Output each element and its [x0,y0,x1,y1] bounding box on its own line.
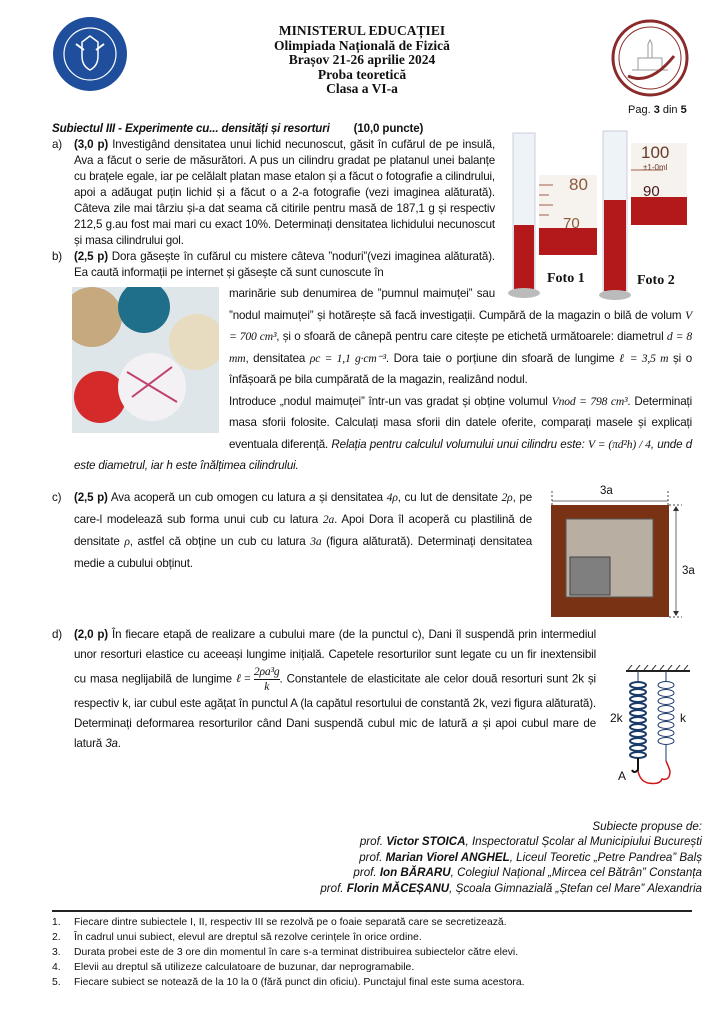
footnote-item [52,960,692,975]
part-b-italic2: , unde d este diametrul, iar h este înălțimea cilindrului. [74,437,693,472]
formula-diameter: d = 8 mm [229,330,692,365]
part-d-t2: . Constantele de elasticitate ale celor două resorturi sunt 2k și respectiv k, iar cubul este agățat în punctul A (la capătul resortului de constantă 2k, vezi figura alăturată). Determinați deformarea resorturilor când Dani suspendă cubul mic de latură [74,672,596,730]
document-header [200,24,524,97]
part-b-text1: Dora găsește în cufărul cu mistere câteva ”noduri”(vezi imaginea alăturată). Ea caută informații pe internet și găsește că sunt cunoscute în [74,250,495,279]
footnote-number: 1. [52,917,61,928]
author-institution: , Școala Gimnazială „Ștefan cel Mare” Alexandria [449,881,702,895]
cube-top-dimension: 3a [600,484,613,497]
part-b-text7: Introduce „nodul maimuței” într-un vas gradat și obține volumul [229,394,552,408]
formula-denominator: k [264,679,270,693]
part-b-italic1: Relația pentru calculul volumului unui cilindru este: [331,437,588,451]
footnote-number: 2. [52,932,61,943]
author-prefix: prof. [359,835,387,848]
part-c-points: (2,5 p) [74,490,108,504]
author-name: Florin MĂCEȘANU [346,881,450,895]
author-name: Marian Viorel ANGHEL [385,850,510,864]
inset2-top-mark: 100 [641,143,670,162]
part-a [52,137,692,249]
part-d [52,625,692,754]
part-d-t4: . [117,736,121,750]
var-a: a [309,490,316,504]
grade-level: Clasa a VI-a [326,81,398,96]
authors-block [52,819,702,897]
part-a-label: a) [52,138,63,151]
page-number: 3 [653,104,660,116]
page-indicator [628,104,687,116]
authors-heading: Subiecte propuse de: [592,819,702,833]
part-c [52,484,692,575]
page-total: 5 [680,104,687,116]
formula-2rho: 2ρ [501,490,513,504]
footnote-number: 3. [52,947,61,958]
subject-heading [52,121,495,137]
part-c-t6: , astfel că obține un cub cu latura [129,534,311,548]
author-name: Ion BĂRARU [379,866,451,879]
cube-side-dimension: 3a [682,564,695,577]
formula-knot-volume: Vnod = 798 cm³ [551,394,628,408]
photo1-label: Foto 1 [547,271,585,286]
ministry-title: MINISTERUL EDUCAȚIEI [278,23,446,38]
author-institution: , Liceul Teoretic „Petre Pandrea” Balș [509,850,702,864]
inset1-bottom-mark: 70 [563,215,580,232]
spring-2k-label: 2k [610,710,623,725]
monkey-fist-knots-photo [72,287,219,433]
formula-4rho: 4ρ [386,490,398,504]
government-logo [52,16,128,92]
olympiad-title: Olimpiada Națională de Fizică [274,37,450,53]
footnote-item [52,915,692,930]
part-d-label: d) [52,627,63,641]
part-b-text4: , densitatea [245,351,310,365]
part-b-label: b) [52,250,63,263]
footnote-item [52,975,692,990]
formula-3a: 3a [310,534,322,548]
author-prefix: prof. [359,850,386,864]
author-prefix: prof. [320,881,347,895]
part-c-t7: (figura alăturată). Determinați densitatea medie a cubului obținut. [74,534,533,570]
var-a: a [471,716,478,730]
formula-length: ℓ = 3,5 m [619,351,669,365]
part-b [52,249,692,477]
author-institution: , Colegiul Național „Mircea cel Bătrân” Constanța [450,866,702,879]
author-line [52,850,702,866]
part-c-t4: , pe care-l modelează sub forma unui cub cu latura [74,490,532,526]
footnote-item [52,945,692,960]
part-b-text2: marinărie sub denumirea de ”pumnul maimuței” sau ”nodul maimuței” și hotărește să facă investigații. Cumpără de la magazin o bilă de volum [229,287,686,322]
footnote-number: 4. [52,962,61,973]
footnote-item [52,930,692,945]
page-mid: din [659,104,681,116]
part-d-points: (2,0 p) [74,627,109,641]
part-b-text5: . Dora taie o porțiune din sfoară de lungime [385,351,620,365]
photo2-label: Foto 2 [637,273,675,288]
exam-rules-footnotes [52,910,692,990]
inset2-bottom-mark: 90 [643,183,660,200]
part-c-t2: și densitatea [315,490,387,504]
page-prefix: Pag. [628,104,654,116]
formula-2a: 2a [322,512,335,526]
part-d-t3: și apoi cubul mare de latură [74,716,596,750]
footnote-text: În cadrul unui subiect, elevul are dreptul să rezolve cerințele în orice ordine. [74,932,422,943]
formula-numerator: 2ρa³g [253,664,280,678]
author-prefix: prof. [353,866,380,879]
part-b-continuation [74,283,692,477]
olympiad-logo [610,18,690,98]
formula-cylinder-volume: V = (πd²h) / 4 [588,437,651,451]
footnote-text: Durata probei este de 3 ore din momentul în care s-a terminat distribuirea subiectelor către elevi. [74,947,519,958]
footnote-number: 5. [52,977,61,988]
var-3a: 3a [105,736,118,750]
exam-content [52,121,702,990]
author-line [52,865,702,881]
subject-title: Subiectul III - Experimente cu... densități și resorturi [52,122,330,135]
footnote-text: Elevii au dreptul să utilizeze calculatoare de buzunar, dar neprogramabile. [74,962,415,973]
inset1-top-mark: 80 [569,175,588,194]
formula-ball-volume: V = 700 cm³ [229,308,692,343]
point-a-label: A [618,768,627,783]
formula-rho: ρ [124,534,130,548]
formula-density: ρc = 1,1 g·cm⁻³ [309,351,386,365]
part-c-t3: , cu lut de densitate [397,490,502,504]
part-b-text8: . Determinați masa sforii folosite. Calculați masa sforii din datele oferite, comparați masele și explicați eventuala diferență. [229,394,693,451]
part-a-points: (3,0 p) [74,138,109,151]
author-institution: , Inspectoratul Școlar al Municipiului București [465,835,702,848]
footnote-text: Fiecare subiect se notează de la 10 la 0 (fără punct din oficiu). Punctajul final este suma acestora. [74,977,525,988]
part-c-t1: Ava acoperă un cub omogen cu latura [107,490,310,504]
part-b-text6: și o înfășoară pe bila cumpărată de la magazin, realizând nodul. [229,351,693,386]
part-a-text: Investigând densitatea unui lichid necunoscut, găsit în cufărul de pe insulă, Ava a făcut o serie de măsurători. A pus un cilindru gradat pe platanul unei balanțe cu brațele egale, iar pe celălalt platan mase etalon și a făcut o fotografie a cilindrului, apoi a adăugat puțin lichid și a făcut o a 2-a fotografie (vezi imaginea alăturată). Câteva zile mai târziu și-a dat seama că citirile pentru masă de 187,1 g și respectiv 212,5 g.au fost mai mari cu exact 10%. Determinați densitatea lichidului necunoscut și masa cilindrului gol. [74,138,496,247]
part-c-t5: . Apoi Dora îl acoperă cu plastilină de densitate [74,512,533,548]
event-location-date: Brașov 21-26 aprilie 2024 [288,52,436,67]
formula-lhs: ℓ = [236,671,254,685]
part-c-label: c) [52,490,62,504]
subject-points: (10,0 puncte) [353,122,424,135]
part-b-points: (2,5 p) [74,250,108,263]
author-line [52,834,702,850]
inset2-tolerance: ±1-0ml [643,163,668,172]
part-b-text3: , și o sfoară de cânepă pentru care citește pe etichetă următoarele: diametrul [276,330,667,343]
spring-k-label: k [680,710,686,725]
part-d-t1: În fiecare etapă de realizare a cubului mare (de la punctul c), Dani îl suspendă prin intermediul unor resorturi elastice cu aceeași lungime inițială. Capetele resorturilor sunt legate cu un fir inextensibil cu masa neglijabilă de lungime [74,627,596,686]
author-name: Victor STOICA [386,835,466,848]
exam-type: Proba teoretică [317,66,407,82]
formula-thread-length [236,665,280,694]
footnote-text: Fiecare dintre subiectele I, II, respectiv III se rezolvă pe o foaie separată care se secretizează. [74,917,507,928]
author-line [52,881,702,897]
